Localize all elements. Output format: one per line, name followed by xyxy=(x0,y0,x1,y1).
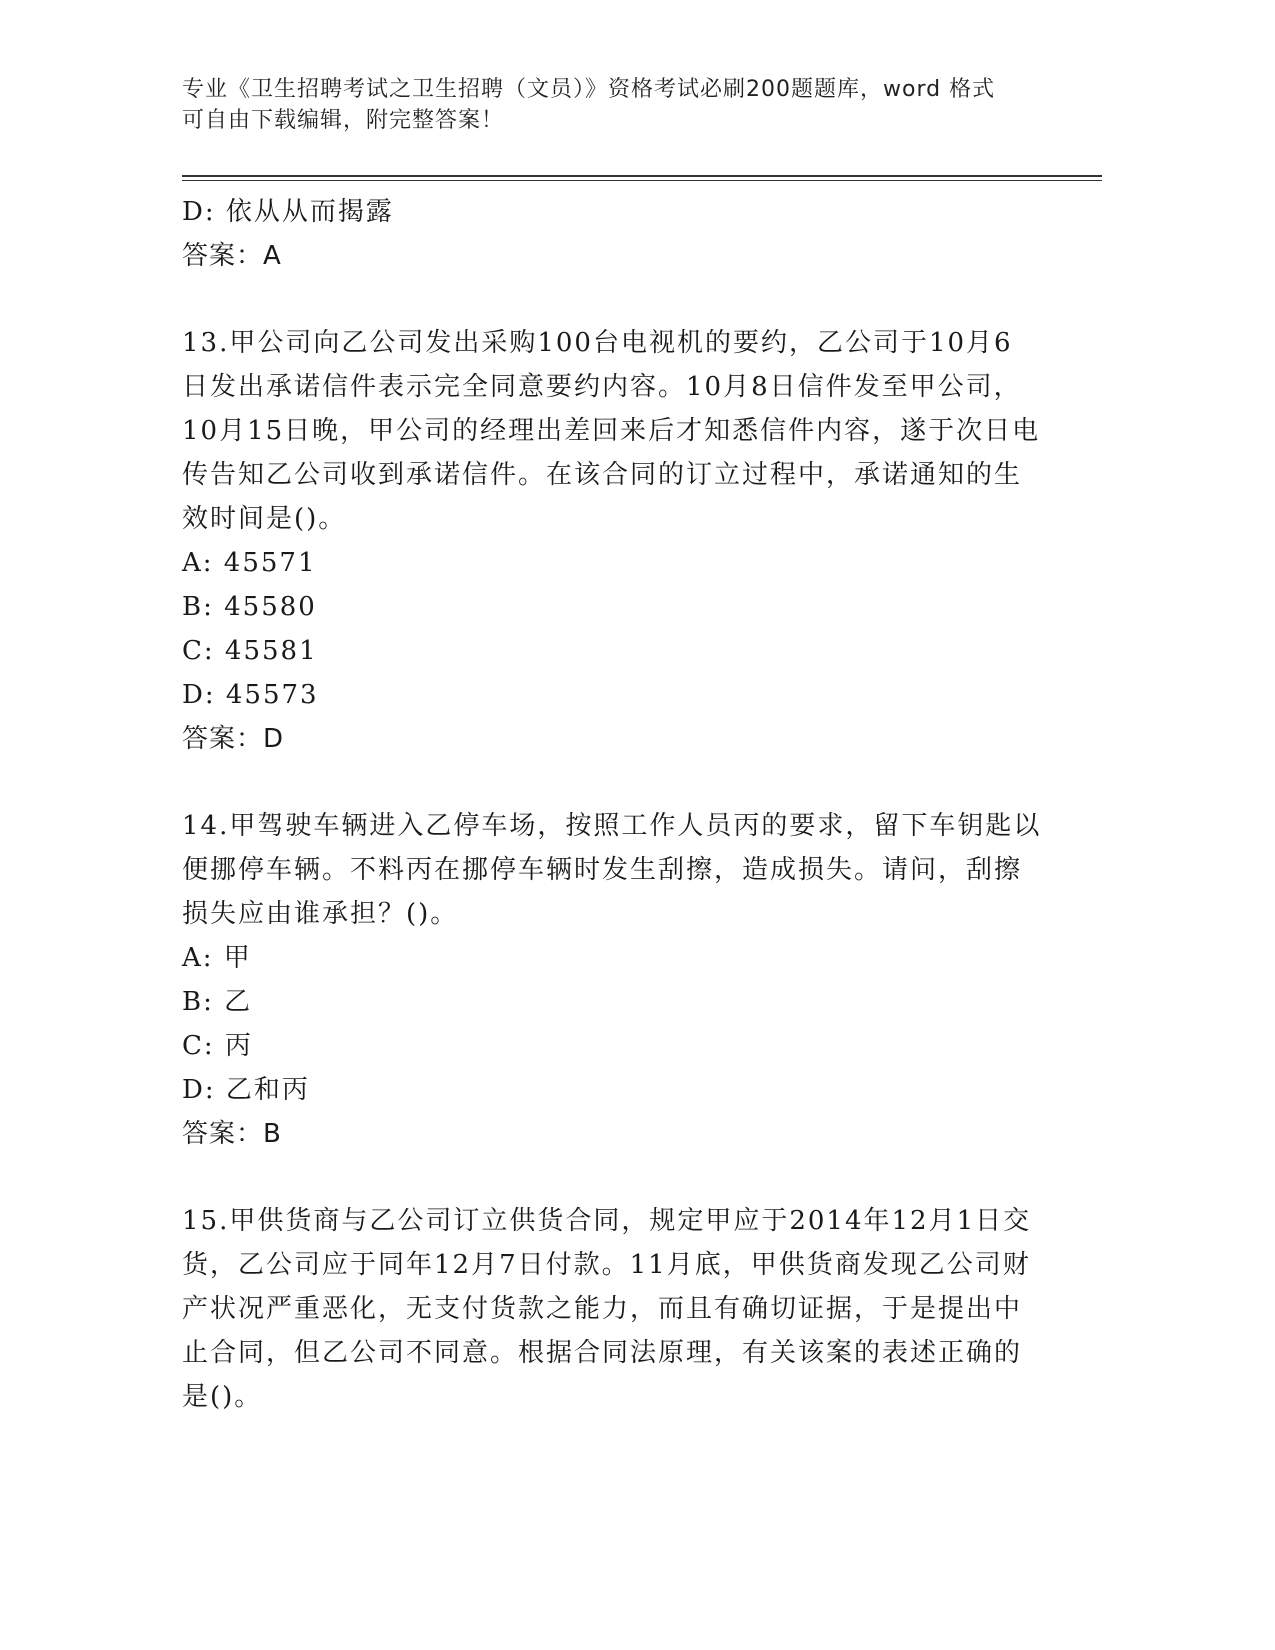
option-d: D: 45573 xyxy=(182,680,319,710)
question-text-line: 15.甲供货商与乙公司订立供货合同，规定甲应于2014年12月1日交 xyxy=(182,1206,1032,1236)
header-divider-thin xyxy=(182,180,1102,181)
option-b: B: 45580 xyxy=(182,592,317,622)
question-text-line: 货，乙公司应于同年12月7日付款。11月底，甲供货商发现乙公司财 xyxy=(182,1250,1031,1280)
question-text-line: 传告知乙公司收到承诺信件。在该合同的订立过程中，承诺通知的生 xyxy=(182,460,1023,490)
option-c: C: 丙 xyxy=(182,1031,253,1061)
question-text-line: 10月15日晚，甲公司的经理出差回来后才知悉信件内容，遂于次日电 xyxy=(182,416,1041,446)
document-body xyxy=(182,190,1062,1419)
previous-question-tail xyxy=(182,190,1062,278)
question-text-line: 日发出承诺信件表示完全同意要约内容。10月8日信件发至甲公司， xyxy=(182,372,1022,402)
question-text-line: 14.甲驾驶车辆进入乙停车场，按照工作人员丙的要求，留下车钥匙以 xyxy=(182,811,1042,841)
spacer xyxy=(182,1156,1062,1199)
option-b: B: 乙 xyxy=(182,987,253,1017)
spacer xyxy=(182,278,1062,321)
option-c: C: 45581 xyxy=(182,636,318,666)
option-a: A: 45571 xyxy=(182,548,317,578)
question-13 xyxy=(182,321,1062,761)
answer-label: 答案：B xyxy=(182,1119,282,1149)
question-text-line: 效时间是()。 xyxy=(182,504,347,534)
question-text-line: 损失应由谁承担？()。 xyxy=(182,899,459,929)
option-d: D: 乙和丙 xyxy=(182,1075,310,1105)
question-text-line: 产状况严重恶化，无支付货款之能力，而且有确切证据，于是提出中 xyxy=(182,1294,1023,1324)
question-14 xyxy=(182,804,1062,1156)
answer-label: 答案：A xyxy=(182,241,282,271)
question-text-line: 便挪停车辆。不料丙在挪停车辆时发生刮擦，造成损失。请问，刮擦 xyxy=(182,855,1023,885)
option-d: D: 依从从而揭露 xyxy=(182,197,394,227)
question-text-line: 是()。 xyxy=(182,1382,263,1412)
question-15 xyxy=(182,1199,1062,1419)
header-divider-thick xyxy=(182,175,1102,177)
header-title-line-2: 可自由下载编辑，附完整答案！ xyxy=(182,108,505,133)
spacer xyxy=(182,761,1062,804)
question-text-line: 13.甲公司向乙公司发出采购100台电视机的要约，乙公司于10月6 xyxy=(182,328,1013,358)
page-header xyxy=(182,74,1062,136)
question-text-line: 止合同，但乙公司不同意。根据合同法原理，有关该案的表述正确的 xyxy=(182,1338,1023,1368)
answer-label: 答案：D xyxy=(182,724,285,754)
header-title-line-1: 专业《卫生招聘考试之卫生招聘（文员）》资格考试必刷200题题库，word 格式 xyxy=(182,77,996,102)
option-a: A: 甲 xyxy=(182,943,252,973)
